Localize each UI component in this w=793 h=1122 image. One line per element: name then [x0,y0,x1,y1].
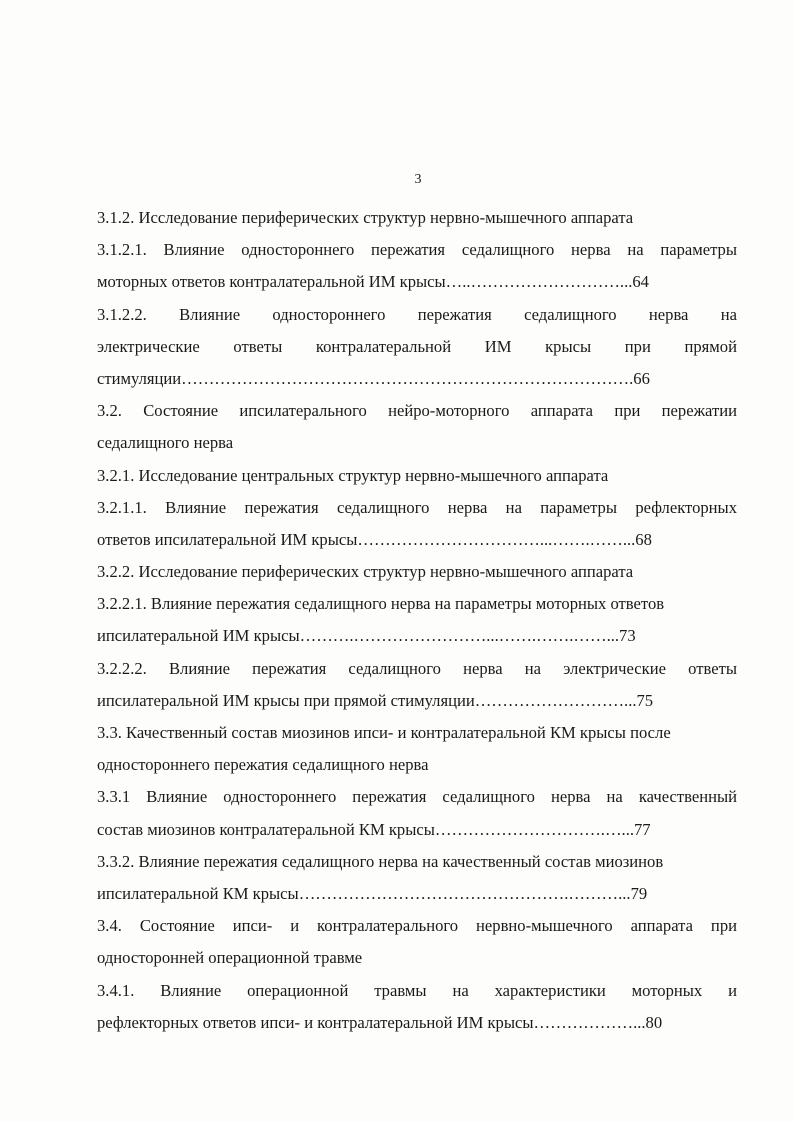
toc-line: 3.2.2.1. Влияние пережатия седалищного нерва на параметры моторных ответов [97,594,665,614]
toc-line: 3.2.1.1. Влияние пережатия седалищного нерва на параметры рефлекторных [97,497,737,517]
table-of-contents [97,202,737,1039]
toc-line: электрические ответы контралатеральной ИМ крысы при прямой [97,336,737,356]
toc-line: 3.1.2. Исследование периферических структур нервно-мышечного аппарата [97,208,634,227]
toc-line: 3.4. Состояние ипси- и контралатерального нервно-мышечного аппарата при [97,916,737,936]
toc-line: седалищного нерва [97,433,234,453]
toc-line: 3.4.1. Влияние операционной травмы на характеристики моторных и [97,980,737,1000]
toc-line: 3.3.2. Влияние пережатия седалищного нерва на качественный состав миозинов [97,851,664,871]
toc-line: состав миозинов контралатеральной КМ крысы………………………….…...77 [97,819,651,839]
toc-line: ответов ипсилатеральной ИМ крысы……………………………...…….……...68 [97,529,652,549]
toc-line: односторонней операционной травме [97,948,363,968]
toc-line: 3.2.1. Исследование центральных структур нервно-мышечного аппарата [97,465,609,485]
toc-line: 3.1.2.1. Влияние одностороннего пережатия седалищного нерва на параметры [97,240,737,260]
toc-line: 3.2. Состояние ипсилатерального нейро-моторного аппарата при пережатии [97,401,737,421]
toc-line: ипсилатеральной ИМ крысы при прямой стимуляции………………………...75 [97,690,654,710]
toc-line: 3.3.1 Влияние одностороннего пережатия седалищного нерва на качественный [97,787,737,807]
toc-line: 3.1.2.2. Влияние одностороннего пережатия седалищного нерва на [97,304,737,324]
toc-line: ипсилатеральной ИМ крысы……….……………………...…….…….……...73 [97,626,636,646]
toc-line: 3.3. Качественный состав миозинов ипси- и контралатеральной КМ крысы после [97,723,671,742]
toc-line: стимуляции……………………………………………………………………….66 [97,368,650,388]
toc-line: моторных ответов контралатеральной ИМ крысы…..………………………...64 [97,272,649,292]
toc-line: 3.2.2.2. Влияние пережатия седалищного нерва на электрические ответы [97,658,737,678]
toc-line: рефлекторных ответов ипси- и контралатеральной ИМ крысы………………...80 [97,1012,663,1032]
toc-line: ипсилатеральной КМ крысы………………………………………….………...79 [97,883,648,903]
page-number: 3 [414,172,422,187]
toc-line: 3.2.2. Исследование периферических структур нервно-мышечного аппарата [97,562,634,582]
toc-line: одностороннего пережатия седалищного нерва [97,755,429,775]
